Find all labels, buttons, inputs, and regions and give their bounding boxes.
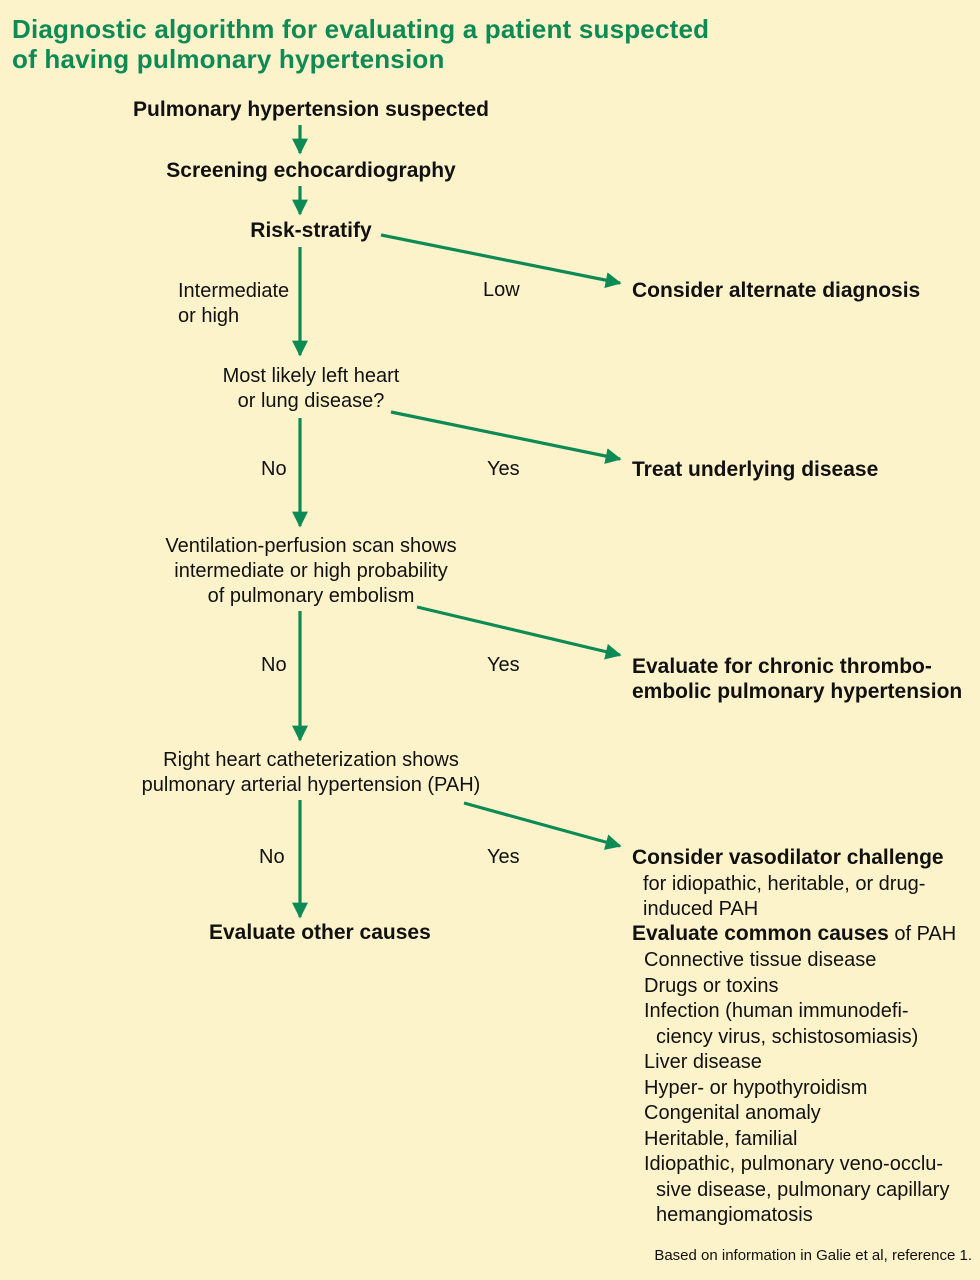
label-yes-2: Yes	[487, 654, 520, 676]
outcome-vasodilator-detail	[643, 872, 925, 922]
cause-item	[632, 1076, 949, 1102]
label-yes-1: Yes	[487, 458, 520, 480]
cause-item	[632, 948, 949, 974]
label-intermediate-line2: or high	[178, 305, 240, 327]
cause-line: Infection (human immunodefi-	[644, 1000, 909, 1022]
cause-line: Congenital anomaly	[644, 1102, 821, 1124]
title-line-1: Diagnostic algorithm for evaluating a patient suspected	[12, 14, 710, 44]
cause-item	[632, 1152, 949, 1229]
node-rhc-line1: Right heart catheterization shows	[163, 749, 459, 771]
footnote: Based on information in Galie et al, reference 1.	[654, 1247, 972, 1264]
outcome-treat-underlying: Treat underlying disease	[632, 458, 879, 481]
node-evaluate-other: Evaluate other causes	[209, 921, 431, 944]
node-echocardiography: Screening echocardiography	[166, 159, 456, 182]
cause-item	[632, 999, 949, 1050]
arrow-lung-yes	[391, 412, 620, 459]
label-no-3: No	[259, 846, 285, 868]
node-suspected: Pulmonary hypertension suspected	[133, 98, 489, 121]
title-line-2: of having pulmonary hypertension	[12, 44, 445, 74]
cause-line: Idiopathic, pulmonary veno-occlu-	[644, 1153, 944, 1175]
cause-line-continued: sive disease, pulmonary capillary	[656, 1178, 950, 1201]
node-vq-line3: of pulmonary embolism	[207, 585, 415, 607]
label-intermediate-high	[178, 279, 289, 329]
cause-line: Connective tissue disease	[644, 949, 877, 971]
cause-item	[632, 1127, 949, 1153]
cause-line: Liver disease	[644, 1051, 762, 1073]
cause-line: Hyper- or hypothyroidism	[644, 1076, 868, 1099]
node-left-heart-lung-line2: or lung disease?	[237, 390, 385, 412]
vasodilator-detail-line1: for idiopathic, heritable, or drug-	[643, 873, 926, 895]
common-causes-rest: of PAH	[888, 923, 957, 945]
arrow-risk-low	[381, 235, 620, 283]
node-rhc-line2: pulmonary arterial hypertension (PAH)	[141, 774, 481, 796]
cause-line-continued: hemangiomatosis	[656, 1204, 813, 1226]
outcome-alternate-diagnosis: Consider alternate diagnosis	[632, 279, 921, 302]
cause-item	[632, 1050, 949, 1076]
cause-line-continued: ciency virus, schistosomiasis)	[656, 1025, 919, 1048]
label-no-1: No	[261, 458, 287, 480]
label-no-2: No	[261, 654, 287, 676]
common-causes-bold: Evaluate common causes	[632, 922, 889, 945]
outcome-vasodilator-title: Consider vasodilator challenge	[632, 846, 944, 869]
node-left-heart-lung-line1: Most likely left heart	[222, 365, 400, 387]
label-intermediate-line1: Intermediate	[178, 280, 290, 302]
node-rhc	[142, 748, 481, 798]
node-risk-stratify: Risk-stratify	[250, 219, 372, 242]
cause-line: Heritable, familial	[644, 1127, 798, 1150]
label-low: Low	[483, 279, 520, 301]
arrow-vq-yes	[417, 607, 620, 655]
cause-item	[632, 1101, 949, 1127]
cause-item	[632, 974, 949, 1000]
node-vq-line2: intermediate or high probability	[174, 560, 448, 582]
cause-line: Drugs or toxins	[644, 974, 779, 997]
node-left-heart-lung	[223, 364, 400, 414]
outcome-common-causes-heading	[632, 922, 956, 946]
label-yes-3: Yes	[487, 846, 520, 868]
outcome-cteph-line2: embolic pulmonary hypertension	[632, 680, 963, 703]
vasodilator-detail-line2: induced PAH	[643, 898, 759, 920]
node-vq-line1: Ventilation-perfusion scan shows	[165, 535, 457, 557]
common-causes-list	[632, 948, 949, 1229]
node-vq-scan	[165, 534, 456, 609]
arrow-rhc-yes	[464, 803, 620, 846]
outcome-cteph	[632, 654, 962, 704]
outcome-cteph-line1: Evaluate for chronic thrombo-	[632, 655, 932, 678]
